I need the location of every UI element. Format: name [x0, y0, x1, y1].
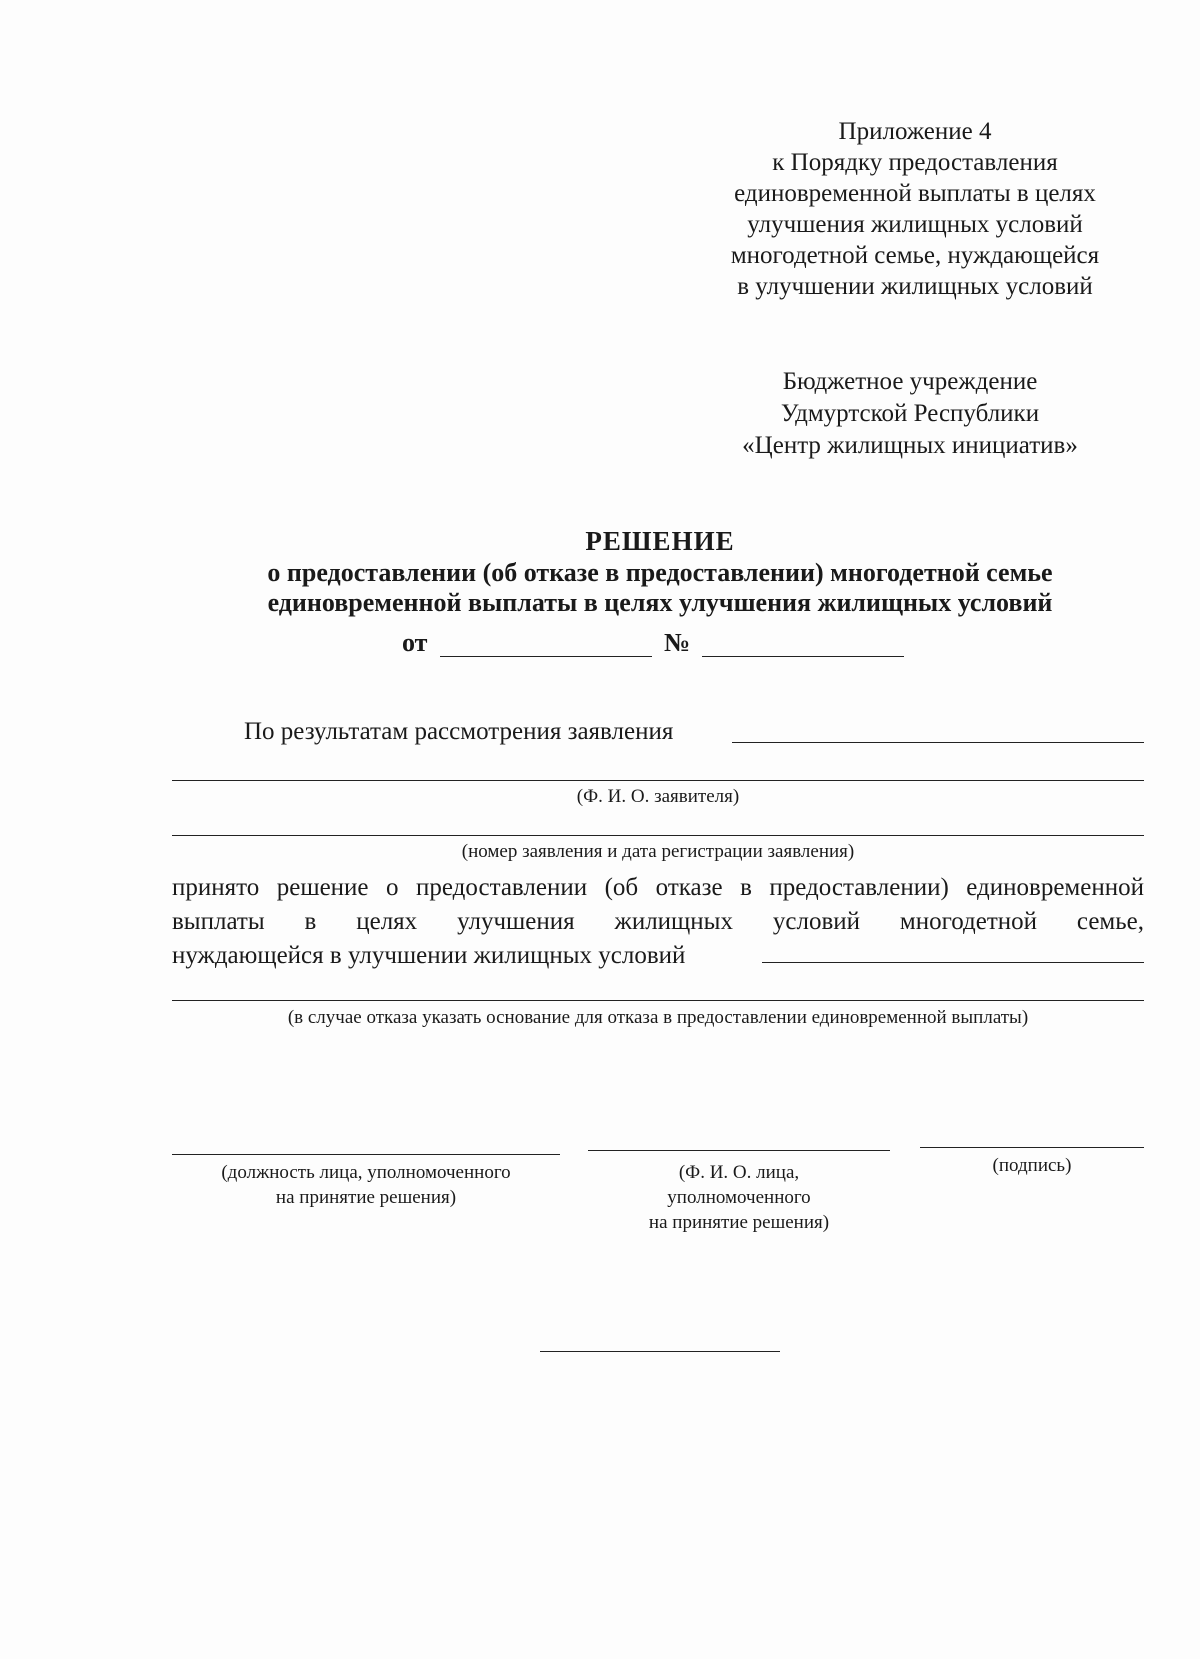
applicant-field-line[interactable] — [732, 742, 1144, 743]
recipient-line: «Центр жилищных инициатив» — [742, 432, 1078, 459]
application-field-line[interactable] — [172, 835, 1144, 836]
caption-line: уполномоченного — [667, 1187, 811, 1208]
refusal-field-line[interactable] — [762, 962, 1144, 963]
document-title — [170, 526, 1150, 618]
caption-refusal: (в случае отказа указать основание для отказа в предоставлении единовременной выплаты) — [287, 1007, 1029, 1028]
date-number-row — [402, 628, 922, 662]
recipient-block — [700, 366, 1120, 462]
annex-header — [680, 116, 1150, 302]
caption-line: (подпись) — [992, 1155, 1072, 1176]
decision-paragraph — [172, 871, 1144, 973]
caption-line: (Ф. И. О. лица, — [678, 1162, 800, 1183]
annex-line: многодетной семье, нуждающейся — [730, 242, 1100, 269]
sign-signature-line[interactable] — [920, 1147, 1144, 1148]
annex-line: улучшения жилищных условий — [747, 211, 1083, 238]
applicant-field-line-2[interactable] — [172, 780, 1144, 781]
decision-line: принято решение о предоставлении (об отказе в предоставлении) единовременной — [172, 874, 1144, 901]
refusal-field-line-2[interactable] — [172, 1000, 1144, 1001]
caption-signature — [920, 1153, 1144, 1178]
title-main: РЕШЕНИЕ — [585, 526, 735, 556]
caption-line: на принятие решения) — [275, 1187, 457, 1208]
caption-application: (номер заявления и дата регистрации заявления) — [461, 841, 855, 862]
decision-line: выплаты в целях улучшения жилищных условий многодетной семье, — [172, 908, 1144, 935]
caption-applicant: (Ф. И. О. заявителя) — [576, 786, 740, 807]
caption-name — [588, 1160, 890, 1235]
closing-separator — [540, 1351, 780, 1352]
recipient-line: Удмуртской Республики — [780, 400, 1040, 427]
caption-line: (должность лица, уполномоченного — [221, 1162, 511, 1183]
date-label: от — [402, 628, 428, 657]
annex-line: в улучшении жилищных условий — [737, 273, 1093, 300]
title-subline: единовременной выплаты в целях улучшения жилищных условий — [267, 588, 1053, 617]
position-signature-line[interactable] — [172, 1154, 560, 1155]
caption-position — [172, 1160, 560, 1210]
number-label: № — [664, 628, 691, 657]
annex-line: Приложение 4 — [838, 118, 992, 145]
recipient-line: Бюджетное учреждение — [782, 368, 1038, 395]
date-field[interactable] — [440, 628, 652, 657]
intro-text: По результатам рассмотрения заявления — [244, 718, 674, 745]
name-signature-line[interactable] — [588, 1150, 890, 1151]
title-subline: о предоставлении (об отказе в предоставлении) многодетной семье — [267, 558, 1053, 587]
annex-line: к Порядку предоставления — [772, 149, 1058, 176]
annex-line: единовременной выплаты в целях — [734, 180, 1096, 207]
caption-line: на принятие решения) — [648, 1212, 830, 1233]
number-field[interactable] — [702, 628, 904, 657]
decision-line: нуждающейся в улучшении жилищных условий — [172, 942, 686, 969]
